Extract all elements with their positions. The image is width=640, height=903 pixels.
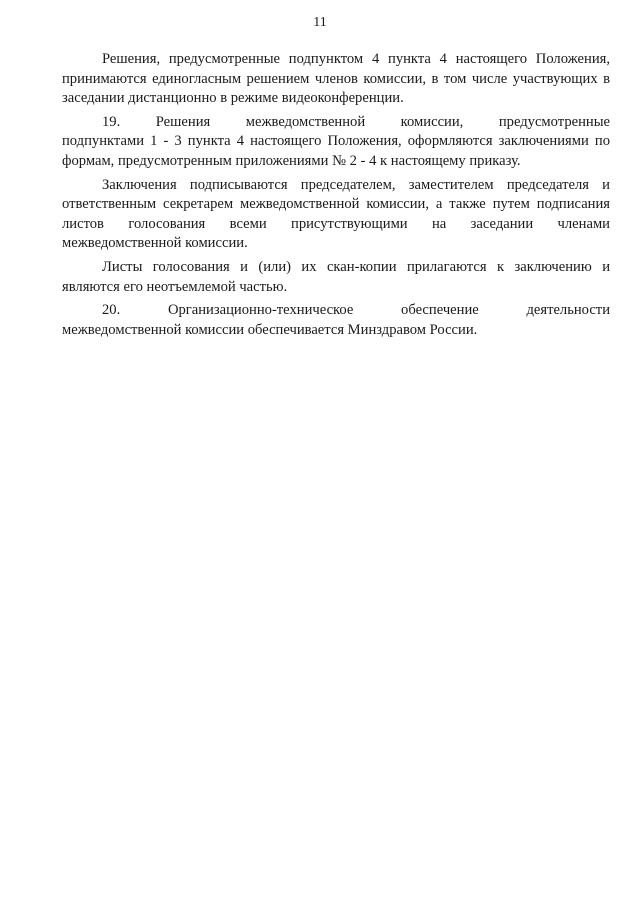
text-line: принимаются единогласным решением членов комиссии, в том числе участвующих в (62, 70, 610, 87)
paragraph (62, 113, 610, 172)
document-body (62, 50, 610, 344)
text-line: заседании дистанционно в режиме видеоконференции. (62, 90, 404, 107)
text-line: межведомственной комиссии. (62, 235, 248, 252)
text-line: листов голосования всеми присутствующими на заседании членами (62, 215, 610, 232)
text-line: межведомственной комиссии обеспечивается Минздравом России. (62, 321, 478, 338)
paragraph (62, 176, 610, 254)
page-number: 11 (313, 15, 327, 30)
text-line: 20. Организационно-техническое обеспечение деятельности (102, 302, 610, 319)
text-line: Листы голосования и (или) их скан-копии прилагаются к заключению и (102, 258, 610, 275)
text-line: подпунктами 1 - 3 пункта 4 настоящего Положения, оформляются заключениями по (62, 133, 610, 150)
text-line: 19. Решения межведомственной комиссии, предусмотренные (102, 113, 610, 130)
text-line: ответственным секретарем межведомственной комиссии, а также путем подписания (62, 196, 610, 213)
paragraph (62, 50, 610, 109)
text-line: формам, предусмотренным приложениями № 2 - 4 к настоящему приказу. (62, 152, 521, 169)
text-line: Заключения подписываются председателем, заместителем председателя и (102, 176, 610, 193)
paragraph (62, 301, 610, 340)
text-line: являются его неотъемлемой частью. (62, 278, 288, 295)
paragraph-list (62, 50, 610, 340)
paragraph (62, 258, 610, 297)
text-line: Решения, предусмотренные подпунктом 4 пункта 4 настоящего Положения, (102, 51, 610, 67)
